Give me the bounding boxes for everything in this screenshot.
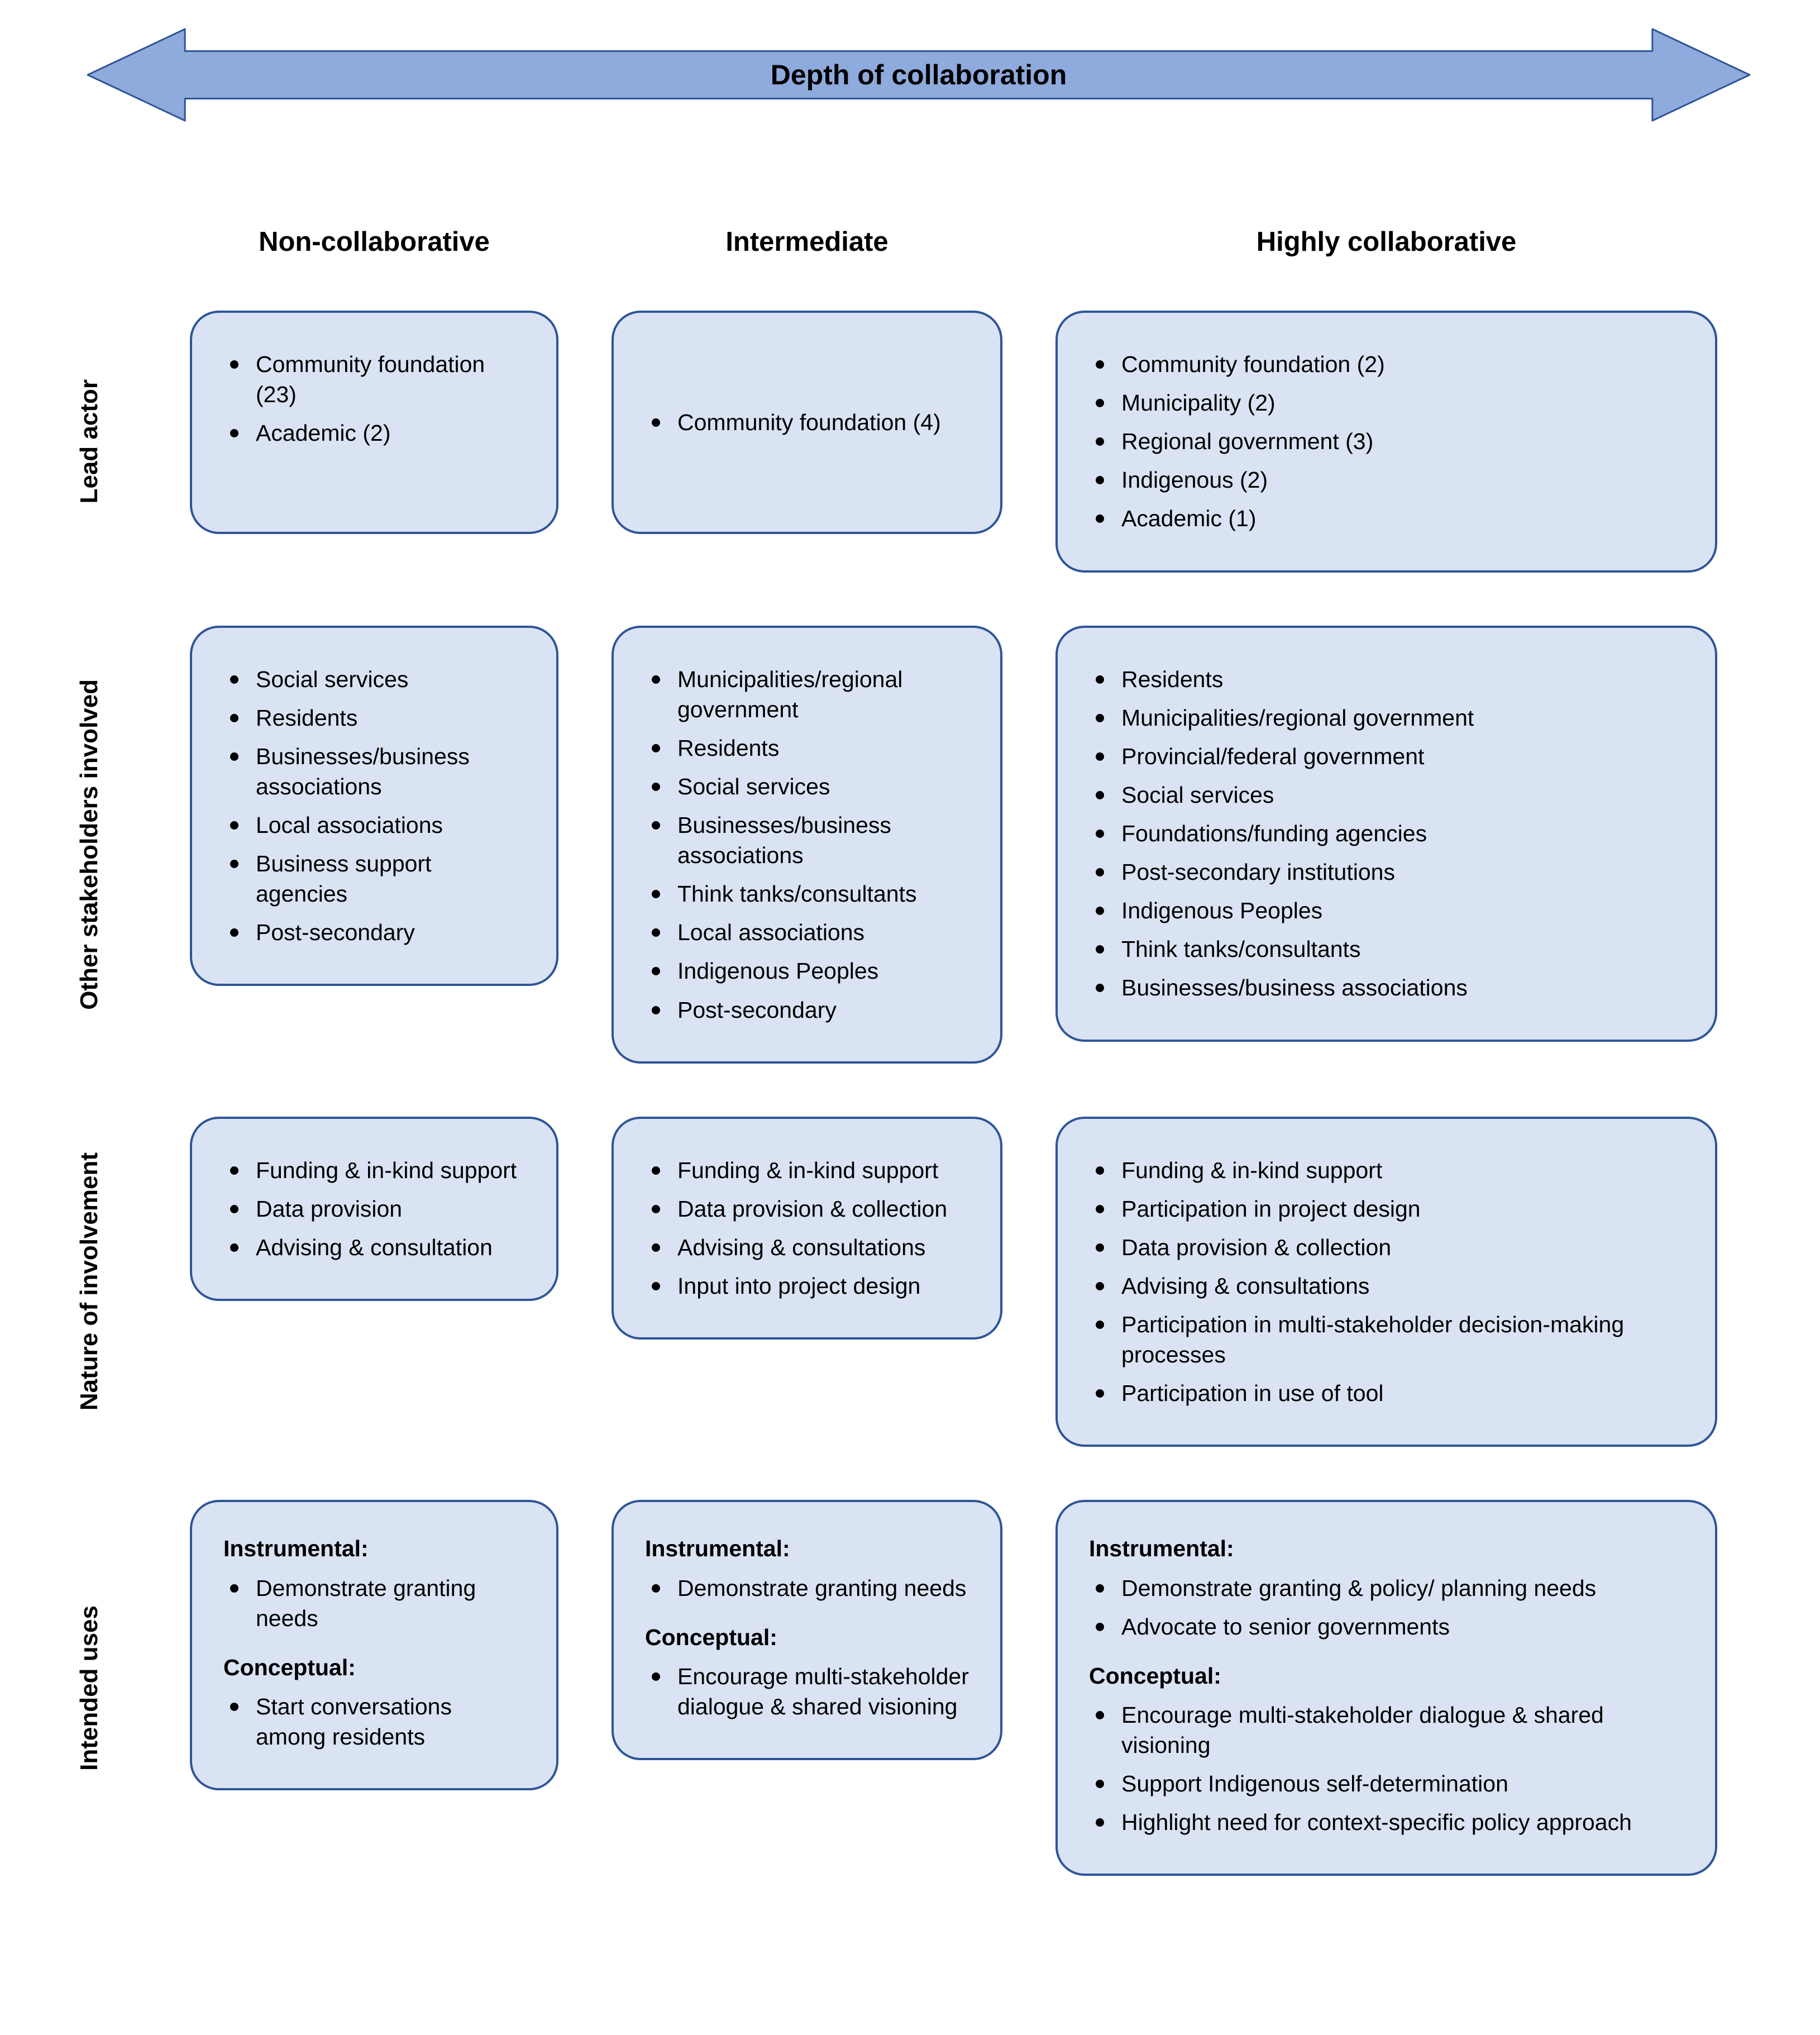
bullet-item: Social services: [1089, 780, 1684, 810]
bullet-item: Businesses/business associations: [645, 810, 969, 870]
bullet-item: Participation in multi-stakeholder decision-making processes: [1089, 1309, 1684, 1370]
bullet-item: Highlight need for context-specific policy approach: [1089, 1807, 1684, 1837]
row-label-lead-actor: [42, 311, 137, 573]
bullet-item: Community foundation (2): [1089, 349, 1684, 379]
column-header-highly-collaborative: Highly collaborative: [1256, 227, 1517, 257]
bullet-item: Regional government (3): [1089, 426, 1684, 456]
bullet-item: Funding & in-kind support: [223, 1155, 525, 1185]
bullet-item: Residents: [223, 703, 525, 733]
row-label-text: Intended uses: [75, 1605, 103, 1771]
row-label-text: Other stakeholders involved: [75, 679, 103, 1010]
bullet-item: Academic (1): [1089, 503, 1684, 533]
bullet-item: Demonstrate granting needs: [223, 1573, 525, 1633]
bullet-item: Indigenous Peoples: [1089, 895, 1684, 926]
bullet-item: Advising & consultations: [645, 1232, 969, 1262]
matrix-grid: [42, 226, 1778, 1876]
bullet-item: Post-secondary institutions: [1089, 857, 1684, 887]
column-header-non-collaborative: Non-collaborative: [259, 227, 490, 257]
row-label-text: Lead actor: [75, 379, 103, 504]
bullet-item: Think tanks/consultants: [645, 879, 969, 909]
bullet-item: Start conversations among residents: [223, 1691, 525, 1752]
bullet-item: Input into project design: [645, 1271, 969, 1301]
bullet-item: Demonstrate granting needs: [645, 1573, 969, 1603]
bullet-item: Academic (2): [223, 418, 525, 448]
section-heading: Conceptual:: [645, 1624, 777, 1650]
cell-lead-actor-non-collaborative: [190, 311, 558, 534]
bullet-item: Business support agencies: [223, 849, 525, 909]
column-header-intermediate: Intermediate: [725, 227, 888, 257]
bullet-item: Funding & in-kind support: [1089, 1155, 1684, 1185]
bullet-item: Local associations: [645, 917, 969, 947]
bullet-item: Indigenous Peoples: [645, 956, 969, 986]
bullet-item: Encourage multi-stakeholder dialogue & shared visioning: [1089, 1700, 1684, 1760]
cell-uses-non-collaborative: [190, 1500, 558, 1790]
bullet-item: Support Indigenous self-determination: [1089, 1769, 1684, 1799]
row-label-other-stakeholders: [42, 626, 137, 1064]
bullet-item: Funding & in-kind support: [645, 1155, 969, 1185]
row-label-nature-of-involvement: [42, 1117, 137, 1447]
row-label-intended-uses: [42, 1500, 137, 1876]
bullet-item: Businesses/business associations: [223, 741, 525, 802]
bullet-item: Provincial/federal government: [1089, 741, 1684, 771]
bullet-item: Businesses/business associations: [1089, 973, 1684, 1003]
bullet-item: Residents: [1089, 664, 1684, 694]
section-heading: Conceptual:: [1089, 1662, 1221, 1689]
bullet-item: Participation in use of tool: [1089, 1378, 1684, 1408]
bullet-item: Community foundation (23): [223, 349, 525, 409]
bullet-item: Encourage multi-stakeholder dialogue & shared visioning: [645, 1661, 969, 1722]
arrow-title: Depth of collaboration: [770, 59, 1067, 90]
bullet-item: Advising & consultation: [223, 1232, 525, 1262]
cell-stakeholders-intermediate: [612, 626, 1002, 1064]
bullet-item: Advocate to senior governments: [1089, 1612, 1684, 1642]
depth-of-collaboration-arrow: [87, 27, 1751, 123]
bullet-item: Participation in project design: [1089, 1194, 1684, 1224]
bullet-item: Community foundation (4): [645, 407, 969, 437]
cell-lead-actor-highly-collaborative: [1055, 311, 1717, 573]
cell-stakeholders-non-collaborative: [190, 626, 558, 986]
bullet-item: Post-secondary: [223, 917, 525, 947]
bullet-item: Municipality (2): [1089, 388, 1684, 418]
bullet-item: Indigenous (2): [1089, 465, 1684, 495]
cell-involvement-intermediate: [612, 1117, 1002, 1340]
bullet-item: Post-secondary: [645, 995, 969, 1025]
cell-involvement-highly-collaborative: [1055, 1117, 1717, 1447]
bullet-item: Think tanks/consultants: [1089, 934, 1684, 964]
bullet-item: Demonstrate granting & policy/ planning needs: [1089, 1573, 1684, 1603]
row-label-text: Nature of involvement: [75, 1152, 103, 1411]
bullet-item: Municipalities/regional government: [1089, 703, 1684, 733]
bullet-item: Municipalities/regional government: [645, 664, 969, 725]
bullet-item: Local associations: [223, 810, 525, 840]
bullet-item: Data provision & collection: [1089, 1232, 1684, 1262]
cell-uses-highly-collaborative: [1055, 1500, 1717, 1876]
bullet-item: Social services: [645, 771, 969, 802]
cell-lead-actor-intermediate: [612, 311, 1002, 534]
bullet-item: Social services: [223, 664, 525, 694]
section-heading: Instrumental:: [645, 1536, 790, 1562]
bullet-item: Foundations/funding agencies: [1089, 818, 1684, 849]
section-heading: Instrumental:: [1089, 1536, 1234, 1562]
bullet-item: Data provision: [223, 1194, 525, 1224]
cell-involvement-non-collaborative: [190, 1117, 558, 1301]
cell-uses-intermediate: [612, 1500, 1002, 1760]
section-heading: Instrumental:: [223, 1536, 369, 1562]
bullet-item: Data provision & collection: [645, 1194, 969, 1224]
bullet-item: Advising & consultations: [1089, 1271, 1684, 1301]
bullet-item: Residents: [645, 733, 969, 763]
cell-stakeholders-highly-collaborative: [1055, 626, 1717, 1042]
section-heading: Conceptual:: [223, 1654, 356, 1680]
